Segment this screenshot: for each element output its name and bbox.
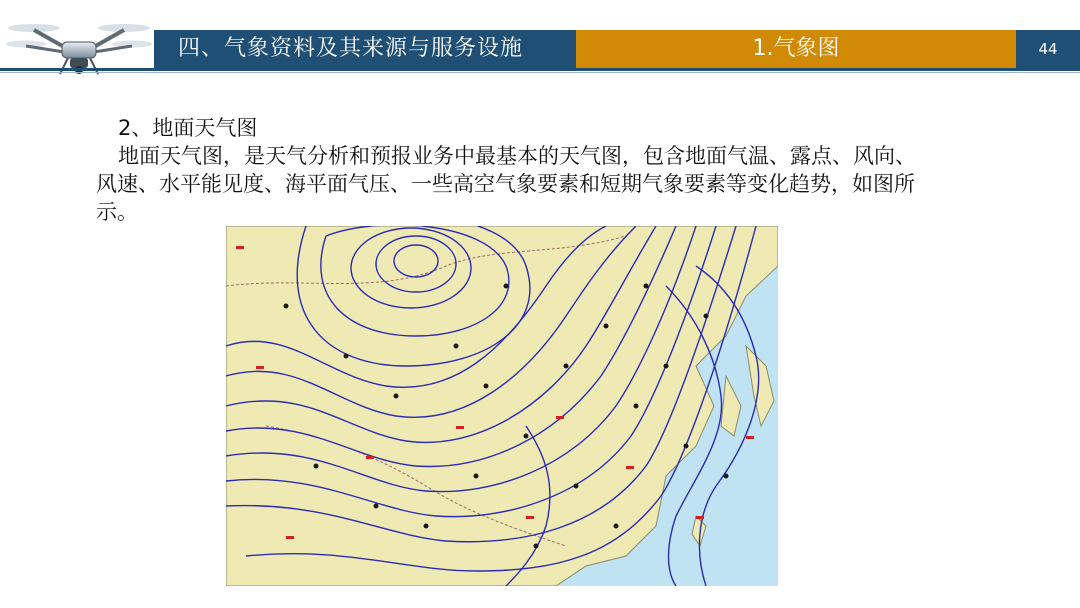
- slide-header: [0, 0, 1080, 80]
- header-rule: [0, 68, 1080, 71]
- paragraph: 地面天气图，是天气分析和预报业务中最基本的天气图，包含地面气温、露点、风向、风速、水平能见度、海平面气压、一些高空气象要素和短期气象要素等变化趋势，如图所示。: [96, 144, 916, 224]
- drone-icon: [4, 14, 154, 76]
- surface-weather-map-icon: [226, 226, 778, 586]
- subheading: 2、地面天气图: [118, 116, 258, 140]
- header-rule-thin: [0, 72, 1080, 73]
- slide-title: 四、气象资料及其来源与服务设施: [154, 30, 576, 68]
- page-number: 44: [1016, 30, 1080, 68]
- body-text: [96, 114, 916, 226]
- section-title: 1.气象图: [576, 30, 1016, 68]
- surface-weather-map: [226, 226, 778, 586]
